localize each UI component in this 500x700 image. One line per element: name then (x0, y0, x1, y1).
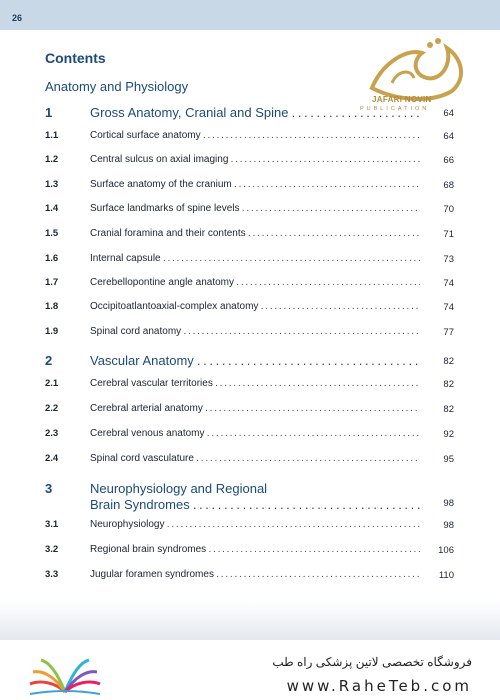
toc-row[interactable] (0, 403, 500, 423)
toc-title[interactable]: Gross Anatomy, Cranial and Spine . . . (90, 105, 420, 120)
toc-title[interactable]: Cerebral arterial anatomy . . . (90, 403, 420, 414)
logo-subtitle: PUBLICATION (360, 106, 430, 112)
toc-page-number: 73 (443, 254, 454, 265)
toc-chapter-row[interactable] (0, 481, 500, 512)
toc-row[interactable] (0, 253, 500, 273)
toc-title[interactable]: Internal capsule . . . (90, 253, 420, 264)
toc-number: 1.3 (45, 179, 59, 190)
toc-row[interactable] (0, 154, 500, 174)
toc-page-number: 82 (443, 379, 454, 390)
toc-page-number: 110 (438, 570, 454, 581)
toc-number: 3.3 (45, 569, 59, 580)
toc-page-number: 82 (443, 404, 454, 415)
toc-row[interactable] (0, 569, 500, 589)
toc-row[interactable] (0, 228, 500, 248)
toc-page-number: 71 (443, 229, 454, 240)
toc-number: 1.4 (45, 203, 59, 214)
toc-page-number: 64 (443, 131, 454, 142)
toc-chapter-row[interactable] (0, 353, 500, 373)
page-bottom-shadow (0, 600, 500, 640)
toc-row[interactable] (0, 544, 500, 564)
toc-chapter-row[interactable] (0, 105, 500, 125)
toc-page-number: 66 (443, 155, 454, 166)
toc-page-number: 82 (443, 356, 454, 367)
section-heading: Anatomy and Physiology (45, 79, 189, 94)
page-number: 26 (12, 13, 23, 23)
toc-page-number: 98 (443, 520, 454, 531)
toc-page-number: 77 (443, 327, 454, 338)
shop-name: فروشگاه تخصصی لاتین پزشکی راه طب (272, 655, 472, 669)
toc-number: 2 (45, 353, 53, 368)
toc-number: 2.4 (45, 453, 59, 464)
toc-title[interactable]: Cortical surface anatomy . . . (90, 130, 420, 141)
toc-number: 3.1 (45, 519, 59, 530)
toc-page-number: 92 (443, 429, 454, 440)
toc-number: 1.5 (45, 228, 59, 239)
toc-page-number: 98 (443, 498, 454, 509)
toc-number: 2.2 (45, 403, 59, 414)
open-book-icon (25, 652, 105, 697)
toc-title[interactable]: Surface anatomy of the cranium . . . (90, 179, 420, 190)
logo-name: JAFARI NOVIN (372, 95, 432, 104)
toc-number: 1.7 (45, 277, 59, 288)
toc-title[interactable]: Cerebellopontine angle anatomy . . . (90, 277, 420, 288)
toc-number: 2.1 (45, 378, 59, 389)
toc-number: 1.6 (45, 253, 59, 264)
toc-title[interactable]: Vascular Anatomy . . . (90, 353, 420, 368)
toc-row[interactable] (0, 203, 500, 223)
toc-number: 3.2 (45, 544, 59, 555)
toc-row[interactable] (0, 428, 500, 448)
toc-row[interactable] (0, 301, 500, 321)
toc-title[interactable]: Spinal cord anatomy . . . (90, 326, 420, 337)
toc-page-number: 68 (443, 180, 454, 191)
toc-title[interactable]: Surface landmarks of spine levels . . . (90, 203, 420, 214)
toc-title[interactable]: Neurophysiology . . . (90, 519, 420, 530)
shop-url[interactable]: www.RaheTeb.com (286, 677, 472, 695)
toc-row[interactable] (0, 378, 500, 398)
toc-row[interactable] (0, 179, 500, 199)
toc-page-number: 74 (443, 302, 454, 313)
toc-title[interactable]: Cerebral vascular territories . . . (90, 378, 420, 389)
toc-number: 1.2 (45, 154, 59, 165)
toc-number: 1 (45, 105, 53, 120)
toc-number: 3 (45, 481, 53, 496)
contents-heading: Contents (45, 50, 106, 66)
toc-title-line1[interactable]: Neurophysiology and Regional (90, 481, 268, 496)
toc-page-number: 70 (443, 204, 454, 215)
toc-page-number: 106 (438, 545, 454, 556)
toc-row[interactable] (0, 519, 500, 539)
toc-number: 1.8 (45, 301, 59, 312)
page-header-bar (0, 0, 500, 30)
toc-number: 1.9 (45, 326, 59, 337)
toc-title[interactable]: Central sulcus on axial imaging . . . (90, 154, 420, 165)
toc-title[interactable]: Cranial foramina and their contents . . . (90, 228, 420, 239)
toc-number: 1.1 (45, 130, 59, 141)
toc-row[interactable] (0, 326, 500, 346)
toc-page-number: 74 (443, 278, 454, 289)
toc-page-number: 64 (443, 108, 454, 119)
toc-page-number: 95 (443, 454, 454, 465)
toc-row[interactable] (0, 277, 500, 297)
toc-row[interactable] (0, 130, 500, 150)
toc-title[interactable]: Regional brain syndromes . . . (90, 544, 420, 555)
toc-row[interactable] (0, 453, 500, 473)
toc-title[interactable]: Brain Syndromes . . . (90, 497, 420, 512)
toc-number: 2.3 (45, 428, 59, 439)
toc-title[interactable]: Cerebral venous anatomy . . . (90, 428, 420, 439)
toc-title[interactable]: Jugular foramen syndromes . . . (90, 569, 420, 580)
toc-title[interactable]: Spinal cord vasculature . . . (90, 453, 420, 464)
toc-title[interactable]: Occipitoatlantoaxial-complex anatomy . . . (90, 301, 420, 312)
